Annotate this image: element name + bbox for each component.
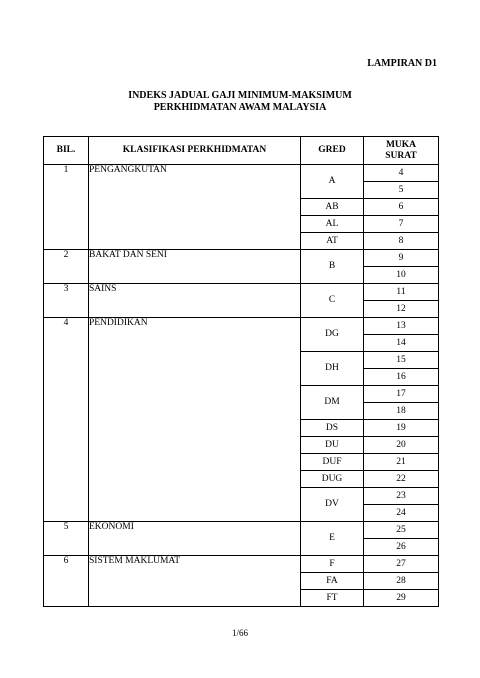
header-klasifikasi: KLASIFIKASI PERKHIDMATAN — [89, 137, 301, 165]
header-muka: MUKA — [385, 139, 417, 150]
cell-gred: FT — [301, 590, 364, 607]
cell-muka-surat: 9 — [364, 250, 439, 267]
page-number: 1/66 — [231, 628, 248, 638]
cell-gred: DU — [301, 437, 364, 454]
cell-gred: AB — [301, 199, 364, 216]
cell-muka-surat: 29 — [364, 590, 439, 607]
cell-gred: DS — [301, 420, 364, 437]
cell-klasifikasi: PENGANGKUTAN — [89, 165, 301, 250]
cell-muka-surat: 14 — [364, 335, 439, 352]
cell-muka-surat: 12 — [364, 301, 439, 318]
cell-muka-surat: 13 — [364, 318, 439, 335]
cell-klasifikasi: PENDIDIKAN — [89, 318, 301, 522]
cell-muka-surat: 10 — [364, 267, 439, 284]
cell-muka-surat: 17 — [364, 386, 439, 403]
cell-muka-surat: 21 — [364, 454, 439, 471]
cell-klasifikasi: BAKAT DAN SENI — [89, 250, 301, 284]
cell-gred: AT — [301, 233, 364, 250]
cell-muka-surat: 25 — [364, 522, 439, 539]
cell-muka-surat: 16 — [364, 369, 439, 386]
cell-muka-surat: 7 — [364, 216, 439, 233]
cell-bil: 1 — [44, 165, 89, 250]
cell-klasifikasi: SAINS — [89, 284, 301, 318]
table-header-row — [44, 137, 439, 165]
table-row — [44, 522, 439, 539]
table-row — [44, 556, 439, 573]
cell-bil: 2 — [44, 250, 89, 284]
header-bil: BIL. — [44, 137, 89, 165]
cell-muka-surat: 6 — [364, 199, 439, 216]
cell-gred: AL — [301, 216, 364, 233]
cell-muka-surat: 18 — [364, 403, 439, 420]
cell-gred: DH — [301, 352, 364, 386]
cell-gred: F — [301, 556, 364, 573]
header-gred: GRED — [301, 137, 364, 165]
annex-label: LAMPIRAN D1 — [367, 58, 437, 69]
cell-gred: E — [301, 522, 364, 556]
cell-muka-surat: 19 — [364, 420, 439, 437]
cell-muka-surat: 11 — [364, 284, 439, 301]
table-row — [44, 250, 439, 267]
cell-muka-surat: 26 — [364, 539, 439, 556]
cell-muka-surat: 23 — [364, 488, 439, 505]
cell-gred: DUG — [301, 471, 364, 488]
cell-muka-surat: 4 — [364, 165, 439, 182]
cell-gred: B — [301, 250, 364, 284]
salary-index-table — [43, 136, 439, 607]
table-body — [44, 165, 439, 607]
cell-muka-surat: 28 — [364, 573, 439, 590]
cell-gred: FA — [301, 573, 364, 590]
cell-bil: 6 — [44, 556, 89, 607]
cell-gred: C — [301, 284, 364, 318]
cell-muka-surat: 24 — [364, 505, 439, 522]
table-row — [44, 165, 439, 182]
cell-bil: 5 — [44, 522, 89, 556]
cell-klasifikasi: EKONOMI — [89, 522, 301, 556]
table-row — [44, 284, 439, 301]
header-muka-surat — [364, 137, 439, 165]
document-subtitle: PERKHIDMATAN AWAM MALAYSIA — [153, 102, 327, 113]
cell-gred: DUF — [301, 454, 364, 471]
cell-gred: DG — [301, 318, 364, 352]
cell-bil: 4 — [44, 318, 89, 522]
cell-gred: A — [301, 165, 364, 199]
cell-muka-surat: 20 — [364, 437, 439, 454]
cell-muka-surat: 15 — [364, 352, 439, 369]
cell-muka-surat: 8 — [364, 233, 439, 250]
table-row — [44, 318, 439, 335]
document-title: INDEKS JADUAL GAJI MINIMUM-MAKSIMUM — [128, 90, 352, 101]
cell-bil: 3 — [44, 284, 89, 318]
cell-muka-surat: 27 — [364, 556, 439, 573]
header-surat: SURAT — [385, 150, 417, 161]
cell-klasifikasi: SISTEM MAKLUMAT — [89, 556, 301, 607]
cell-muka-surat: 22 — [364, 471, 439, 488]
cell-gred: DM — [301, 386, 364, 420]
cell-gred: DV — [301, 488, 364, 522]
cell-muka-surat: 5 — [364, 182, 439, 199]
